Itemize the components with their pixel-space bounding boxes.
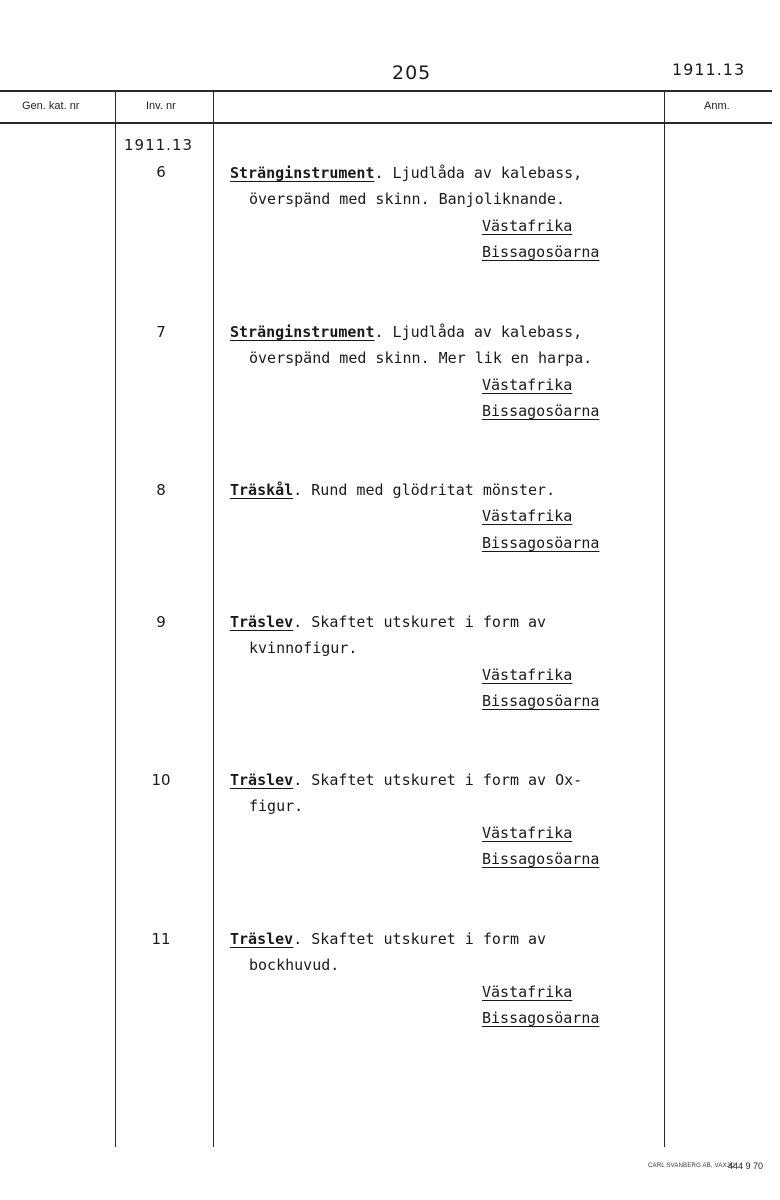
entry-region: Västafrika [482, 217, 573, 235]
entry-region: Västafrika [482, 983, 573, 1001]
entry-line-1 [230, 164, 582, 182]
column-header-inv-nr: Inv. nr [146, 100, 176, 112]
entry-place: Bissagosöarna [482, 1009, 600, 1027]
column-rule-anm [664, 92, 665, 1147]
entry-place: Bissagosöarna [482, 534, 600, 552]
entry-description: . Ljudlåda av kalebass, [374, 164, 583, 182]
header-accession-group: 1911.13 [672, 60, 746, 79]
column-rule-inv [115, 92, 116, 1147]
entry-line-1 [230, 930, 546, 948]
entry-line-1 [230, 771, 582, 789]
entry-line-1 [230, 481, 555, 499]
entry-number: 8 [156, 481, 166, 499]
entry-description: . Ljudlåda av kalebass, [374, 323, 583, 341]
entry-number: 10 [151, 771, 171, 789]
entry-line-2: kvinnofigur. [249, 639, 358, 657]
entry-line-2: överspänd med skinn. Banjoliknande. [249, 190, 566, 208]
column-header-anm: Anm. [704, 100, 730, 112]
column-header-gen-kat-nr: Gen. kat. nr [22, 100, 80, 112]
entry-title: Träskål [230, 481, 294, 499]
entry-title: Träslev [230, 930, 294, 948]
entry-place: Bissagosöarna [482, 692, 600, 710]
entry-region: Västafrika [482, 376, 573, 394]
entry-number: 6 [156, 163, 166, 181]
entry-title: Stränginstrument [230, 323, 375, 341]
entry-line-1 [230, 613, 546, 631]
printer-imprint: CARL SVANBERG AB, VAXJO [648, 1163, 735, 1169]
entry-place: Bissagosöarna [482, 243, 600, 261]
form-code: 444 9 70 [728, 1161, 764, 1171]
page-number: 205 [392, 62, 432, 84]
entry-description: . Rund med glödritat mönster. [293, 481, 556, 499]
entry-line-2: bockhuvud. [249, 956, 340, 974]
entry-place: Bissagosöarna [482, 850, 600, 868]
entry-place: Bissagosöarna [482, 402, 600, 420]
entry-description: . Skaftet utskuret i form av Ox- [293, 771, 583, 789]
entry-title: Träslev [230, 613, 294, 631]
entry-line-2: figur. [249, 797, 304, 815]
column-rule-text [213, 92, 214, 1147]
entry-title: Träslev [230, 771, 294, 789]
entry-description: . Skaftet utskuret i form av [293, 930, 547, 948]
entry-region: Västafrika [482, 507, 573, 525]
entry-line-1 [230, 323, 582, 341]
entry-description: . Skaftet utskuret i form av [293, 613, 547, 631]
entry-region: Västafrika [482, 666, 573, 684]
entry-number: 11 [151, 930, 171, 948]
entry-number: 9 [156, 613, 166, 631]
entry-title: Stränginstrument [230, 164, 375, 182]
entry-number: 7 [156, 323, 166, 341]
group-accession-number: 1911.13 [124, 136, 194, 154]
entry-region: Västafrika [482, 824, 573, 842]
entry-line-2: överspänd med skinn. Mer lik en harpa. [249, 349, 593, 367]
